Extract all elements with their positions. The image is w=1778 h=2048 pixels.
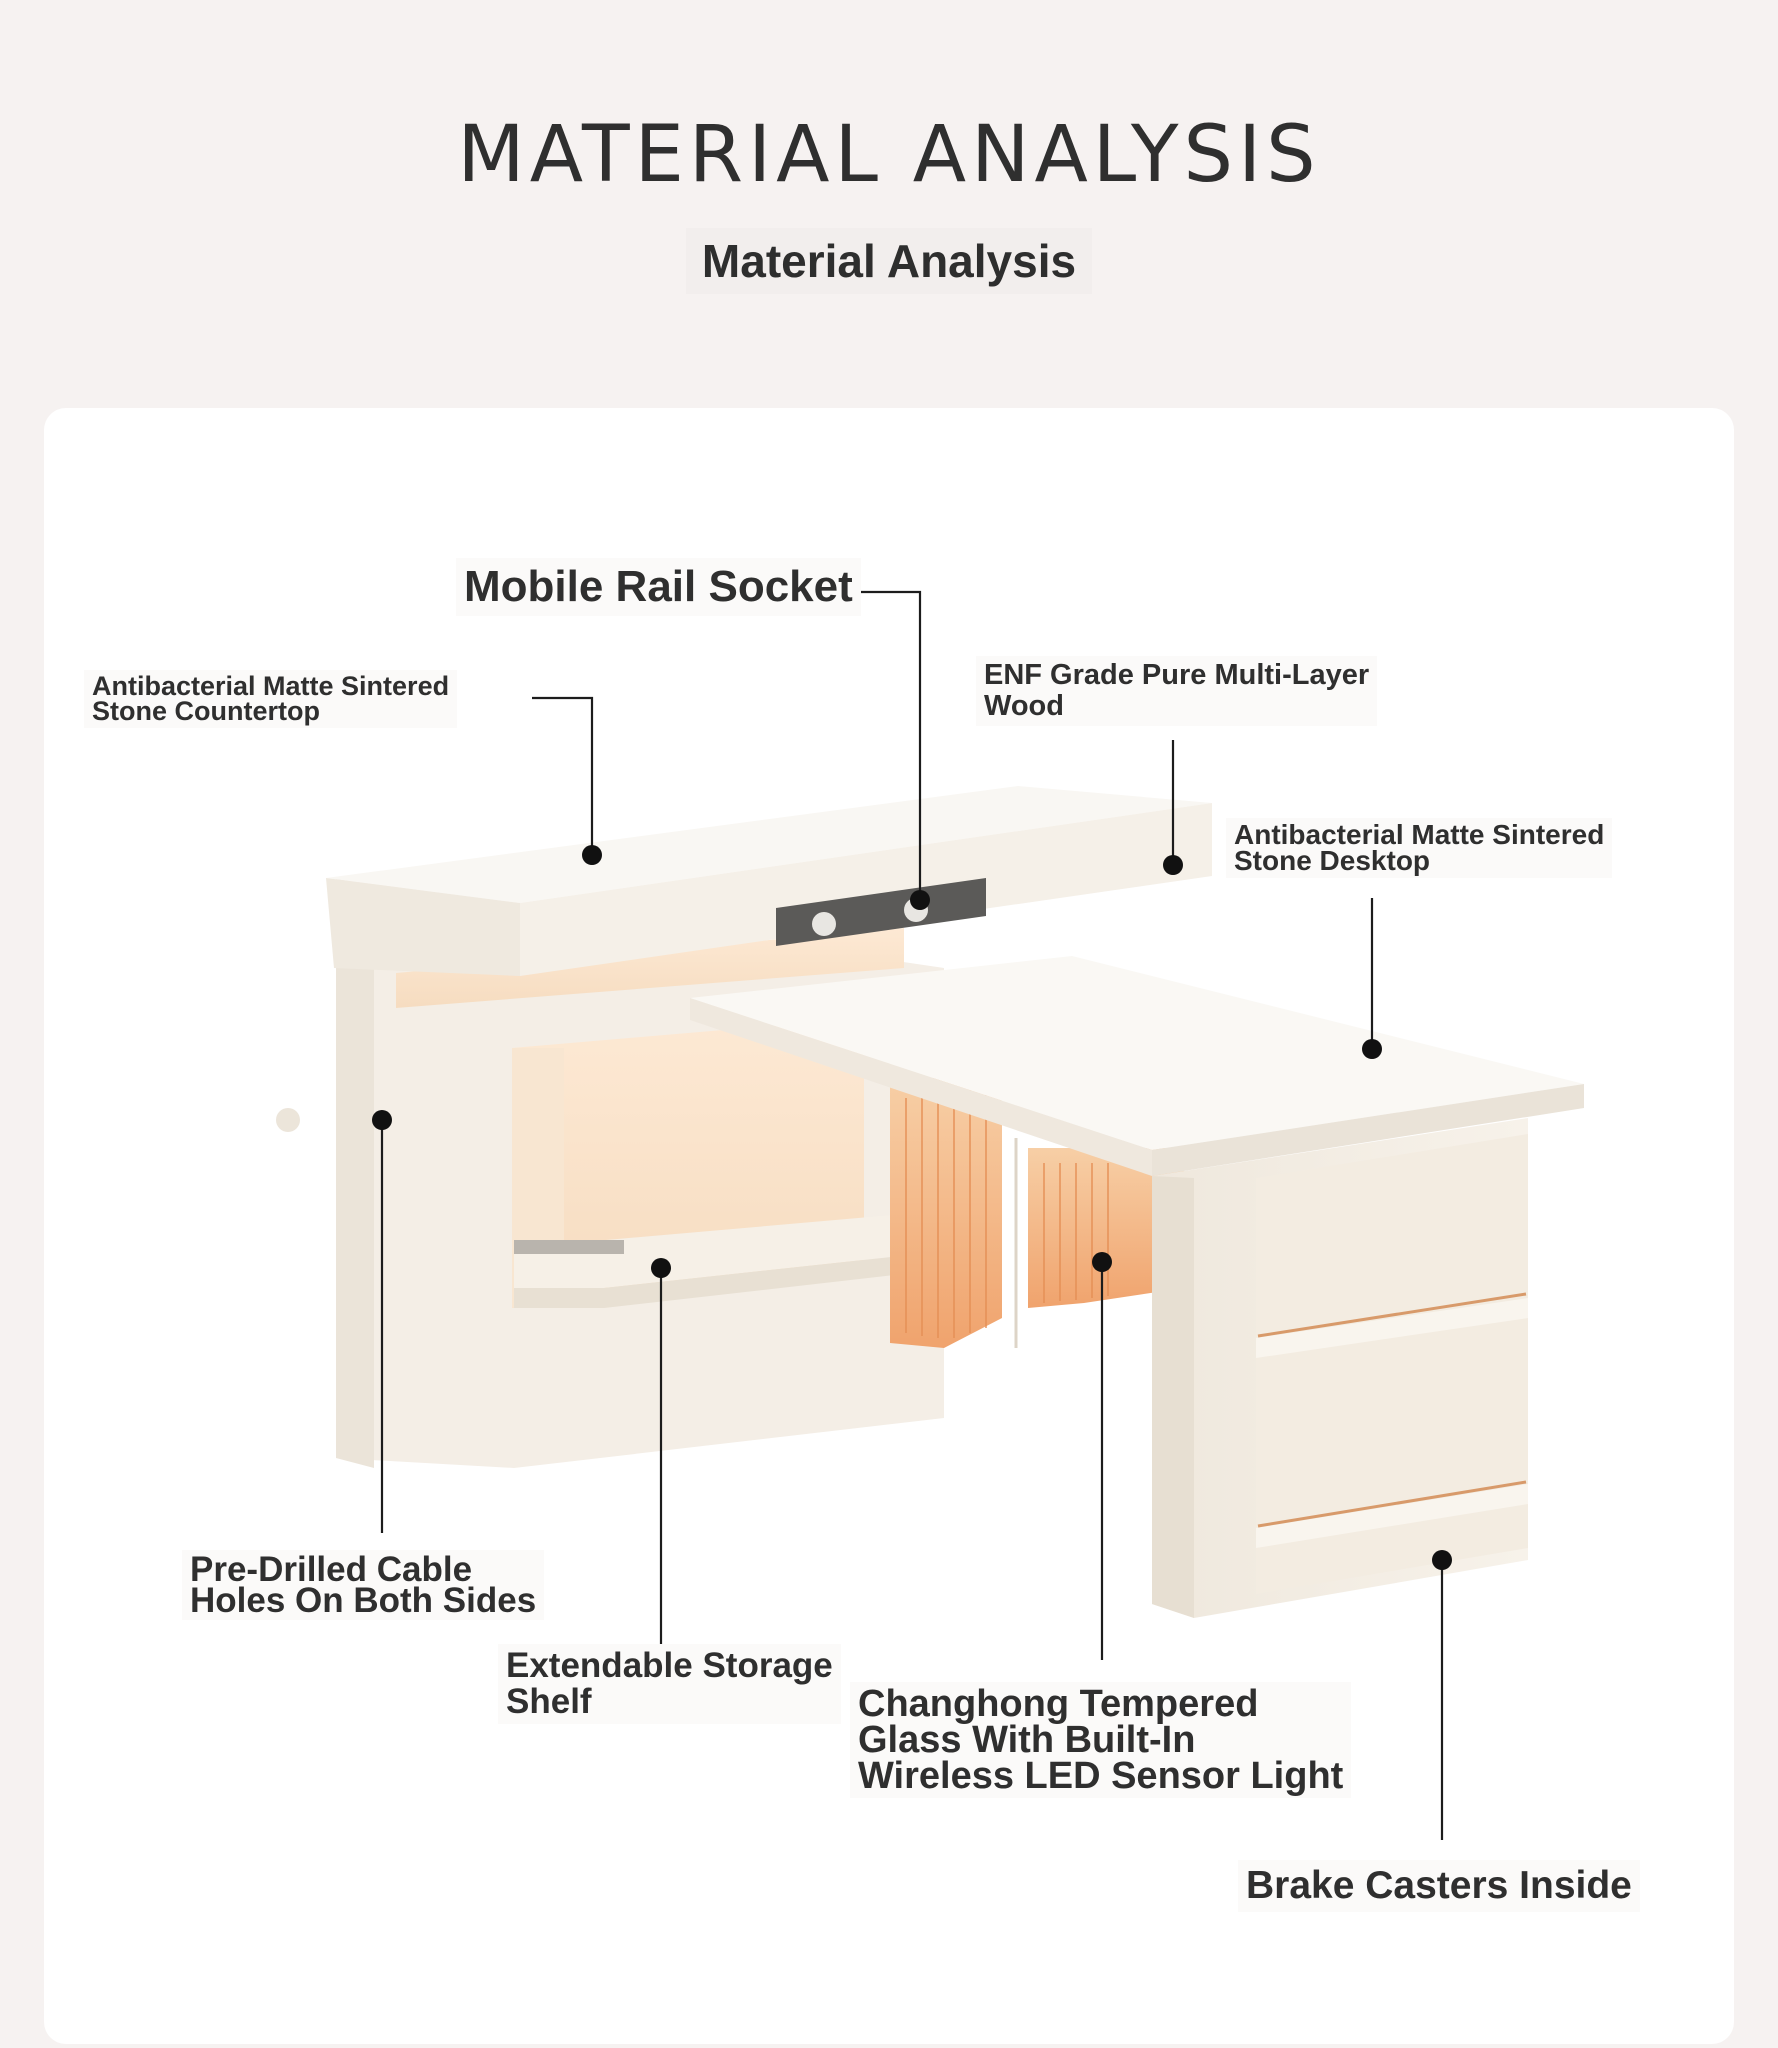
label-casters: Brake Casters Inside [1238,1860,1640,1912]
dot-rail-socket [910,890,930,910]
label-wood: ENF Grade Pure Multi-Layer Wood [976,656,1377,726]
label-glass: Changhong Tempered Glass With Built-In Wireless LED Sensor Light [850,1682,1351,1798]
leader-rail-socket [850,592,920,898]
dot-countertop [582,845,602,865]
label-storage-shelf: Extendable Storage Shelf [498,1644,841,1724]
product-card [44,408,1734,2044]
dot-desktop [1362,1039,1382,1059]
dot-wood [1163,855,1183,875]
page-subtitle: Material Analysis [686,228,1092,294]
label-desktop: Antibacterial Matte Sintered Stone Desktop [1226,818,1612,878]
dot-shelf [651,1258,671,1278]
subtitle-wrap [0,228,1778,294]
leader-lines [44,408,1734,2044]
leader-countertop [532,698,592,853]
dot-glass [1092,1252,1112,1272]
label-countertop: Antibacterial Matte Sintered Stone Countertop [84,670,457,728]
dot-casters [1432,1550,1452,1570]
page-title: MATERIAL ANALYSIS [457,110,1321,200]
label-cable-holes: Pre-Drilled Cable Holes On Both Sides [182,1550,544,1620]
label-mobile-rail-socket: Mobile Rail Socket [456,558,861,616]
dot-cable [372,1110,392,1130]
